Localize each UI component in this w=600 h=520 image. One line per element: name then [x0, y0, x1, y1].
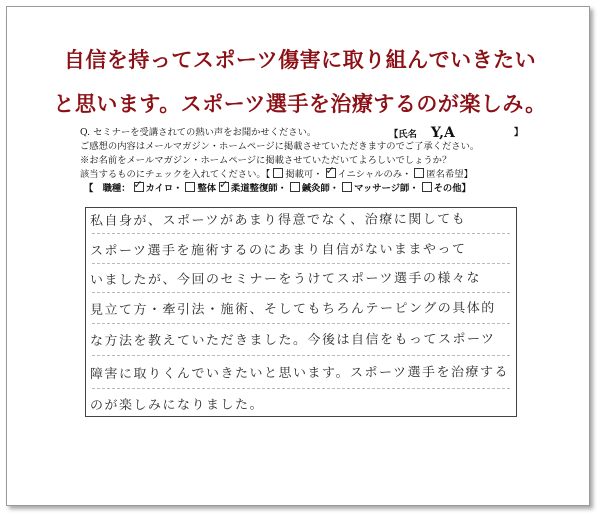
survey-form [80, 125, 524, 196]
handwritten-line-5: な方法を教えていただきました。今後は自信をもってスポーツ [89, 331, 496, 350]
consent-option-initials: イニシャルのみ [337, 169, 403, 180]
job-option-massage: マッサージ師 [354, 183, 410, 194]
question-row [80, 125, 524, 141]
name-label: 【氏名 [389, 129, 417, 140]
consent-checkbox-publish[interactable] [273, 168, 283, 178]
job-row: 【 職種：✓ カイロ・ 整体✓ 柔道整復師・ 鍼灸師・ マッサージ師・ その他】 [84, 182, 520, 196]
job-option-judo: 柔道整復師 [231, 183, 278, 194]
notice-publish: ご感想の内容はメールマガジン・ホームページに掲載させていただきますのでご了承ください。 [80, 141, 480, 152]
headline-line-2: と思います。スポーツ選手を治療するのが楽しみ。 [53, 91, 547, 116]
handwritten-line-6: 障害に取りくんでいきたいと思います。スポーツ選手を治療する [89, 364, 510, 383]
ruled-line [92, 323, 510, 324]
notice-name-permission: ※お名前をメールマガジン・ホームページに掲載させていただいてよろしいでしょうか？ [80, 155, 452, 166]
job-checkbox-judo[interactable] [219, 182, 229, 192]
job-option-chiro: カイロ [145, 183, 174, 194]
ruled-line [92, 233, 510, 234]
consent-checkbox-initials[interactable] [326, 168, 336, 178]
job-checkbox-other[interactable] [422, 182, 432, 192]
handwritten-line-2: スポーツ選手を施術するのにあまり自信がないままやって [89, 242, 467, 259]
job-label: 【 職種： [84, 183, 131, 194]
ruled-line [92, 263, 510, 264]
job-option-other: その他 [433, 183, 462, 194]
job-checkbox-massage[interactable] [342, 182, 352, 192]
consent-checkbox-anonymous[interactable] [414, 168, 424, 178]
handwritten-line-4: 見立て方・牽引法・施術、そしてもちろんテーピングの具体的 [89, 300, 496, 319]
job-option-acupuncture: 鍼灸師 [301, 183, 330, 194]
consent-option-anonymous: 匿名希望 [426, 169, 464, 180]
job-bracket-end: 】 [461, 183, 471, 194]
ruled-line [92, 355, 510, 356]
ruled-line [92, 388, 510, 389]
name-field [389, 125, 524, 142]
consent-prompt: 該当するものにチェックを入れてください。【 [80, 169, 271, 180]
consent-bracket-end: 】 [463, 169, 473, 180]
ruled-line [92, 292, 510, 293]
handwritten-line-3: いましたが、今回のセミナーをうけてスポーツ選手の様々な [89, 270, 482, 289]
job-checkbox-acupuncture[interactable] [290, 182, 300, 192]
handwritten-line-7: のが楽しみになりました。 [89, 397, 265, 414]
job-checkbox-chiro[interactable] [134, 182, 144, 192]
handwritten-line-1: 私自身が、スポーツがあまり得意でなく、治療に関しても [89, 212, 467, 229]
job-checkbox-seitai[interactable] [185, 182, 195, 192]
job-option-seitai: 整体 [197, 183, 217, 194]
consent-option-publish: 掲載可 [285, 169, 314, 180]
consent-row: 該当するものにチェックを入れてください。【 掲載可・✓ イニシャルのみ・ 匿名希望】 [80, 168, 520, 182]
name-bracket-end: 】 [514, 127, 524, 138]
name-value: Y,A [430, 125, 455, 141]
question-text: Q. セミナーを受講されての熱い声をお聞かせください。 [80, 127, 317, 138]
headline-line-1: 自信を持ってスポーツ傷害に取り組んでいきたい [63, 47, 537, 72]
